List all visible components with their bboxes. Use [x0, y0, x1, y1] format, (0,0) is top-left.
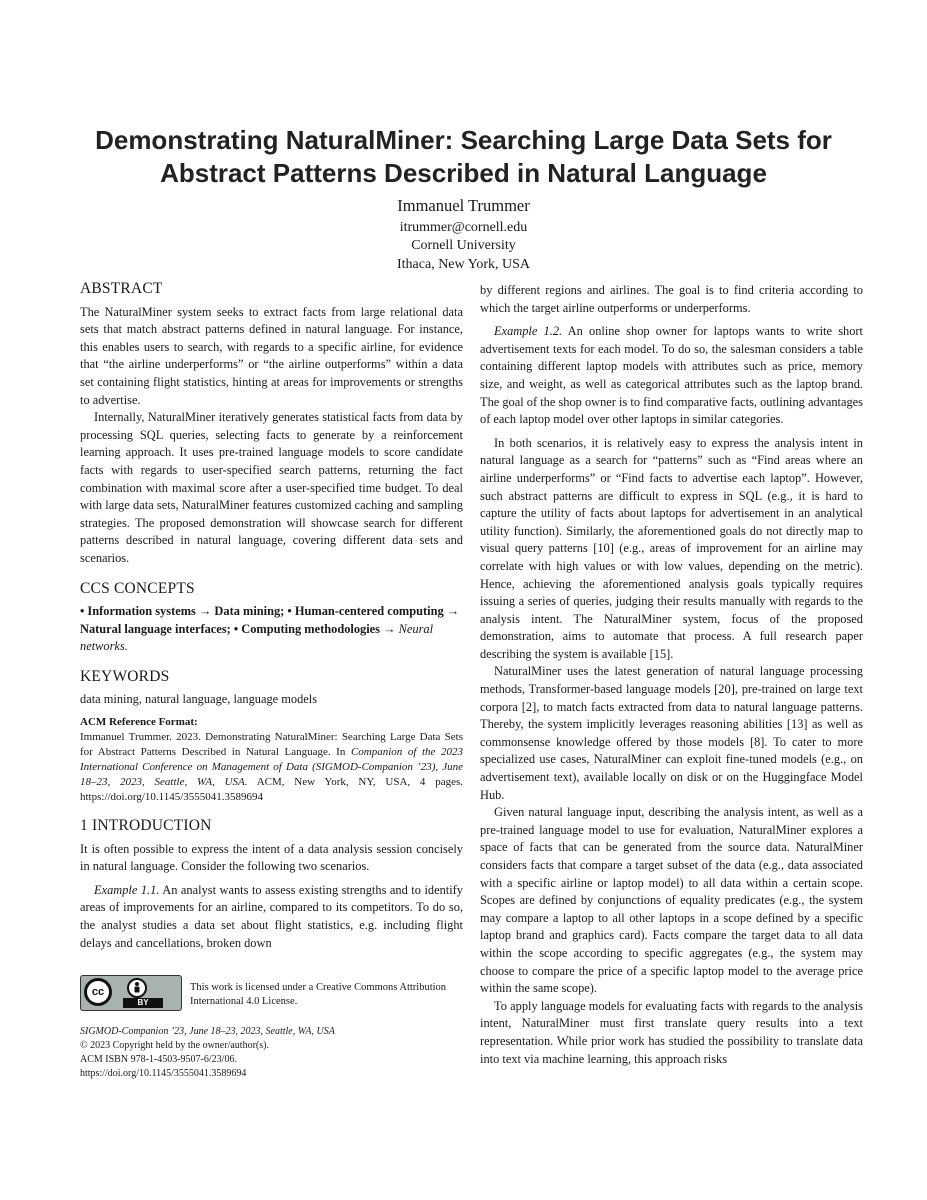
ccs-item-3-leaf: Neural networks. — [80, 621, 434, 654]
example-1-1 — [80, 882, 463, 952]
ccs-item-1: • Information systems → Data mining; — [80, 604, 285, 619]
cc-icon: cc — [84, 978, 112, 1006]
example-1-2-text: An online shop owner for laptops wants to write short advertisement texts for each model. To do so, the salesman considers a table containing different laptop models with attributes such as price, memory size, and weight, as well as categorical attributes such as the laptop brand. The goal of the shop owner is to find comparative facts, outlining advantages of each laptop model over other laptops in similar categories. — [480, 324, 863, 427]
example-1-1-text: An analyst wants to assess existing strengths and to identify areas of improvements for an airline, compared to its competitors. To do so, the analyst studies a data set about flight statistics, e.g. including flight delays and cancellations, broken down — [80, 882, 463, 950]
footer — [80, 1025, 463, 1081]
ccs-heading: CCS CONCEPTS — [80, 579, 195, 597]
by-label: BY — [123, 998, 163, 1008]
author-location: Ithaca, New York, USA — [397, 257, 530, 272]
abstract-paragraph-2: Internally, NaturalMiner iteratively generates statistical facts from data by processing SQL queries, selecting facts to generate by a reinforcement learning approach. It uses pre-trained language models to score candidate facts with regards to user-specified search patterns, returning the fact combination with maximal score after a user-specified time budget. To deal with large data sets, NaturalMiner features customized caching and sampling strategies. The proposed demonstration will showcase search for different patterns described in natural language, covering different data sets and scenarios. — [80, 410, 463, 565]
license-block — [80, 975, 463, 1011]
license-line-1: This work is licensed under a Creative Commons Attribution — [190, 982, 447, 993]
left-column — [80, 280, 463, 952]
ccs-item-2: • Human-centered computing → Natural language interfaces; — [80, 604, 460, 636]
abstract-paragraph-1: The NaturalMiner system seeks to extract facts from large relational data sets that match abstract patterns defined in natural language. For instance, this enables users to search, with regards to a specific airline, for evidence that “the airline underperforms” or “the airline outperforms” within a data set containing flight statistics, hinting at areas for improvements or strengths to advertise. — [80, 304, 463, 407]
intro-paragraph-3: NaturalMiner uses the latest generation of natural language processing methods, Transformer-based language models [20], pre-trained on large text corpora [2], to match facts extracted from data to natural language patterns. Thereby, the system implicitly leverages reasoning abilities [13] as well as commonsense knowledge offered by those models [8]. To cater to more specialized use cases, NaturalMiner can exploit fine-tuned models (e.g., on advertisement text), available locally on disk or on the Huggingface Model Hub. — [480, 664, 863, 802]
footer-isbn: ACM ISBN 978-1-4503-9507-6/23/06. — [80, 1054, 237, 1065]
keywords-heading: KEYWORDS — [80, 667, 170, 685]
intro-paragraph-1: It is often possible to express the intent of a data analysis session concisely in natural language. Consider the following two scenarios. — [80, 841, 463, 874]
attribution-person-icon — [127, 978, 147, 998]
intro-paragraph-5: To apply language models for evaluating facts with regards to the analysis intent, NaturalMiner must first translate query results into a text representation. While prior work has studied the possibility to translate data into text via machine learning, this approach risks — [480, 998, 863, 1066]
right-column-content — [480, 282, 863, 1068]
paper-title: Demonstrating NaturalMiner: Searching Large Data Sets for Abstract Patterns Described in Natural Language — [95, 125, 832, 188]
example-1-2 — [480, 323, 863, 429]
acm-reference-label: ACM Reference Format: — [80, 716, 198, 729]
abstract-heading: ABSTRACT — [80, 280, 163, 297]
footer-doi[interactable]: https://doi.org/10.1145/3555041.3589694 — [80, 1068, 247, 1079]
footer-venue: SIGMOD-Companion ’23, June 18–23, 2023, Seattle, WA, USA — [80, 1026, 335, 1037]
example-1-2-label: Example 1.2. — [494, 324, 563, 339]
acm-reference-text-a: Immanuel Trummer. 2023. Demonstrating NaturalMiner: Searching Large Data Sets for Abstract Patterns Described in Natural Language. In — [80, 731, 463, 759]
example-1-1-label: Example 1.1. — [94, 882, 160, 897]
license-text — [190, 981, 463, 1009]
keywords-text: data mining, natural language, language models — [80, 692, 318, 707]
acm-reference-text-b: ACM, New York, NY, USA, 4 pages. https://doi.org/10.1145/3555041.3589694 — [80, 776, 463, 804]
acm-reference-venue: Companion of the 2023 International Conference on Management of Data (SIGMOD-Companion ’23), June 18–23, 2023, Seattle, WA, USA. — [80, 746, 463, 789]
footer-copyright: © 2023 Copyright held by the owner/author(s). — [80, 1040, 269, 1051]
example-1-1-continued: by different regions and airlines. The goal is to find criteria according to which the target airline outperforms or underperforms. — [480, 283, 863, 315]
author-email: itrummer@cornell.edu — [399, 220, 528, 235]
intro-paragraph-4: Given natural language input, describing the analysis intent, as well as a pre-trained language model to use for evaluation, NaturalMiner explores a space of facts that can be generated from the source data. NaturalMiner considers facts that compare a target subset of the data (e.g., data associated with a specific airline or laptop model) to all data within a certain scope. Scopes are defined by conjunctions of equality predicates (e.g., the system may compare a laptop to all other laptops in a scope defined by a specific laptop brand and graphics card). Facts compare the target data to all data within the scope according to specific aggregates (e.g., the system may choose to compare the price of a specific laptop model to the average price within the same scope). — [480, 805, 863, 996]
author-name: Immanuel Trummer — [397, 196, 530, 215]
ccs-item-3: • Computing methodologies → — [233, 621, 396, 636]
cc-license-badge[interactable] — [80, 975, 182, 1011]
intro-paragraph-2: In both scenarios, it is relatively easy to express the analysis intent in natural language as a search for “patterns” such as “Find areas where an airline underperforms” or “Find facts to advertise each laptop”. However, such abstract patterns are difficult to express in SQL (e.g., it is hard to capture the utility of facts about laptops for advertisement in an analytical utility function). Similarly, the aforementioned goals do not directly map to visual query patterns [10] (e.g., areas of improvement for an airline may correlate with high values or with low values, depending on the metric). Hence, achieving the aforementioned analysis goals typically requires issuing a series of queries, judging their results manually with regards to the analysis intent. The NaturalMiner system, focus of the proposed demonstration, aims to automate that process. A full research paper describing the system is available [15]. — [480, 435, 863, 661]
introduction-heading: 1 INTRODUCTION — [80, 817, 212, 835]
acm-reference — [80, 730, 463, 805]
author-institution: Cornell University — [411, 238, 516, 253]
ccs-concepts — [80, 603, 463, 656]
license-line-2: International 4.0 License. — [190, 996, 298, 1007]
